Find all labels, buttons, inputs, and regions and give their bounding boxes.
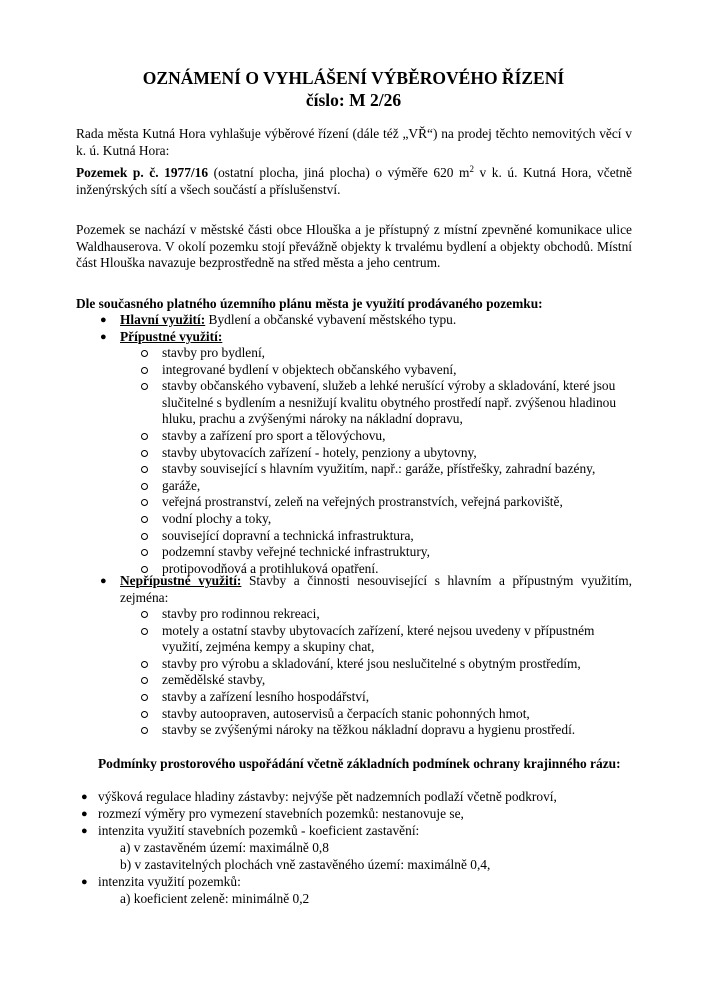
permitted-item-text: garáže, <box>162 477 201 493</box>
document-number: číslo: M 2/26 <box>305 90 402 110</box>
circle-bullet-icon <box>141 566 148 573</box>
permitted-item <box>140 544 632 561</box>
forbidden-item <box>140 606 632 623</box>
bullet-icon: ● <box>100 575 107 587</box>
permitted-item <box>140 511 632 528</box>
permitted-item <box>140 461 632 478</box>
condition-text: intenzita využití pozemků: <box>98 874 241 889</box>
forbidden-item-text: stavby pro rodinnou rekreaci, <box>162 606 320 621</box>
forbidden-item-text: stavby a zařízení lesního hospodářství, <box>162 688 370 704</box>
condition-item <box>81 806 632 823</box>
permitted-item-text: související dopravní a technická infrastruktura, <box>162 527 414 543</box>
permitted-item <box>140 528 632 545</box>
circle-bullet-icon <box>141 549 148 556</box>
circle-bullet-icon <box>141 727 148 734</box>
circle-bullet-icon <box>141 661 148 668</box>
permitted-item <box>140 428 632 445</box>
circle-bullet-icon <box>141 367 148 374</box>
condition-sub-b1: b) v zastavitelných plochách vně zastavěného území: maximálně 0,4, <box>120 857 491 872</box>
forbidden-item-text: motely a ostatní stavby ubytovacích zařízení, které nejsou uvedeny v přípustném využití, zejména kempy a skupiny chat, <box>162 622 595 655</box>
circle-bullet-icon <box>141 677 148 684</box>
permitted-item <box>140 378 632 428</box>
bullet-icon: ● <box>100 331 107 343</box>
location-paragraph: Pozemek se nachází v městské části obce Hlouška a je přístupný z místní zpevněné komunikace ulice Waldhauserova. V okolí pozemku stojí převážně objekty k trvalému bydlení a objekty obchodů. Místní část Hlouška navazuje bezprostředně na střed města a jeho centrum. <box>76 222 632 271</box>
zoning-heading: Dle současného platného územního plánu města je využití prodávaného pozemku: <box>76 296 543 311</box>
forbidden-item <box>140 722 632 739</box>
condition-item <box>81 789 632 806</box>
circle-bullet-icon <box>141 516 148 523</box>
circle-bullet-icon <box>141 433 148 440</box>
permitted-item-text: podzemní stavby veřejné technické infrastruktury, <box>162 544 430 560</box>
bullet-icon: ● <box>81 791 88 803</box>
parcel-paragraph <box>76 165 632 198</box>
circle-bullet-icon <box>141 533 148 540</box>
circle-bullet-icon <box>141 611 148 618</box>
circle-bullet-icon <box>141 450 148 457</box>
permitted-item <box>140 445 632 462</box>
condition-text: výšková regulace hladiny zástavby: nejvýše pět nadzemních podlaží včetně podkroví, <box>98 789 557 804</box>
circle-bullet-icon <box>141 383 148 390</box>
permitted-use-label: Přípustné využití: <box>120 329 223 344</box>
forbidden-use-list <box>140 606 632 739</box>
forbidden-use-text: Stavby a činnosti nesouvisející s hlavním a přípustným využitím, zejména: <box>120 573 633 605</box>
permitted-item <box>140 478 632 495</box>
document-title: OZNÁMENÍ O VYHLÁŠENÍ VÝBĚROVÉHO ŘÍZENÍ <box>142 68 565 88</box>
forbidden-item-text: zemědělské stavby, <box>162 672 266 688</box>
permitted-item <box>140 362 632 379</box>
permitted-item-text: stavby pro bydlení, <box>162 345 266 360</box>
condition-item <box>81 874 632 891</box>
forbidden-item <box>140 689 632 706</box>
permitted-item-text: veřejná prostranství, zeleň na veřejných prostranstvích, veřejná parkoviště, <box>162 494 563 510</box>
parcel-label: Pozemek p. č. 1977/16 <box>76 165 209 180</box>
circle-bullet-icon <box>141 483 148 490</box>
forbidden-item <box>140 706 632 723</box>
forbidden-item <box>140 656 632 673</box>
permitted-item-text: stavby ubytovacích zařízení - hotely, penziony a ubytovny, <box>162 444 477 460</box>
permitted-item-text: stavby související s hlavním využitím, např.: garáže, přístřešky, zahradní bazény, <box>162 461 596 477</box>
permitted-item-text: stavby občanského vybavení, služeb a lehké nerušící výroby a skladování, které jsou slučitelné s bydlením a nesnižují kvalitu obytného prostředí např. zvýšenou hladinou hluku, prachu a zvýšenými nároky na nákladní dopravu, <box>162 378 617 427</box>
condition-text: rozmezí výměry pro vymezení stavebních pozemků: nestanovuje se, <box>98 806 464 821</box>
permitted-use-list <box>140 345 632 577</box>
forbidden-item-text: stavby se zvýšenými nároky na těžkou nákladní dopravu a hygienu prostředí. <box>162 722 576 738</box>
parcel-unit-superscript: 2 <box>469 164 474 174</box>
permitted-item-text: stavby a zařízení pro sport a tělovýchovu, <box>162 427 386 443</box>
forbidden-use-item <box>76 573 632 606</box>
forbidden-item <box>140 672 632 689</box>
circle-bullet-icon <box>141 499 148 506</box>
condition-sub-a2: a) koeficient zeleně: minimálně 0,2 <box>120 891 310 906</box>
permitted-item <box>140 494 632 511</box>
bullet-icon: ● <box>81 808 88 820</box>
permitted-item-text: vodní plochy a toky, <box>162 510 272 526</box>
bullet-icon: ● <box>81 876 88 888</box>
circle-bullet-icon <box>141 628 148 635</box>
circle-bullet-icon <box>141 350 148 357</box>
forbidden-item-text: stavby pro výrobu a skladování, které jsou neslučitelné s obytným prostředím, <box>162 655 581 671</box>
forbidden-use-label: Nepřípustné využití: <box>120 573 242 588</box>
parcel-text-after: v k. ú. Kutná Hora, včetně inženýrských sítí a všech součástí a příslušenství. <box>76 165 632 197</box>
condition-text: intenzita využití stavebních pozemků - koeficient zastavění: <box>98 823 420 838</box>
permitted-item-text: protipovodňová a protihluková opatření. <box>162 560 379 576</box>
permitted-use-item <box>76 329 632 346</box>
permitted-item <box>140 345 632 362</box>
forbidden-item-text: stavby autoopraven, autoservisů a čerpacích stanic pohonných hmot, <box>162 705 530 721</box>
main-use-item <box>76 312 632 329</box>
circle-bullet-icon <box>141 711 148 718</box>
circle-bullet-icon <box>141 694 148 701</box>
parcel-text-before: (ostatní plocha, jiná plocha) o výměře 620 m <box>208 165 470 180</box>
condition-item <box>81 823 632 840</box>
condition-sub-a1: a) v zastavěném území: maximálně 0,8 <box>120 840 329 855</box>
permitted-item-text: integrované bydlení v objektech občanského vybavení, <box>162 361 457 377</box>
main-use-label: Hlavní využití: <box>120 312 206 327</box>
bullet-icon: ● <box>81 825 88 837</box>
circle-bullet-icon <box>141 466 148 473</box>
bullet-icon: ● <box>100 314 107 326</box>
main-use-text: Bydlení a občanské vybavení městského typu. <box>205 312 457 327</box>
intro-paragraph: Rada města Kutná Hora vyhlašuje výběrové řízení (dále též „VŘ“) na prodej těchto nemovitých věcí v k. ú. Kutná Hora: <box>76 126 632 158</box>
conditions-heading: Podmínky prostorového uspořádání včetně základních podmínek ochrany krajinného rázu: <box>98 756 621 771</box>
forbidden-item <box>140 623 632 656</box>
